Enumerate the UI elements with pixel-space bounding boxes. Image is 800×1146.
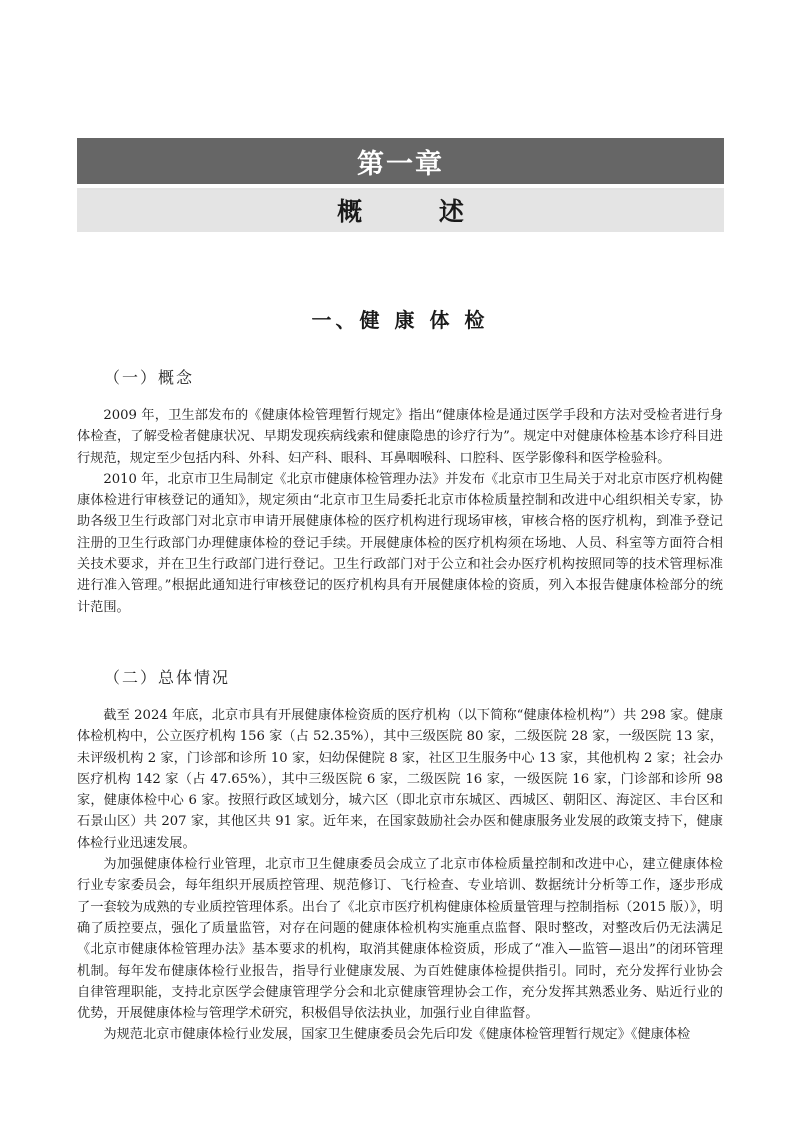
subsection-heading-overview: （二）总体情况 — [104, 668, 231, 687]
subsection-body-overview — [77, 705, 723, 1046]
chapter-title-banner — [77, 138, 724, 184]
subsection-body-concept — [77, 405, 723, 618]
paragraph: 2009 年，卫生部发布的《健康体检管理暂行规定》指出“健康体检是通过医学手段和方法对受检者进行身体检查，了解受检者健康状况、早期发现疾病线索和健康隐患的诊疗行为”。规定中对健康体检基本诊疗科目进行规范，规定至少包括内科、外科、妇产科、眼科、耳鼻咽喉科、口腔科、医学影像科和医学检验科。 — [77, 408, 723, 466]
paragraph: 为加强健康体检行业管理，北京市卫生健康委员会成立了北京市体检质量控制和改进中心，建立健康体检行业专家委员会，每年组织开展质控管理、规范修订、飞行检查、专业培训、数据统计分析等工作，逐步形成了一套较为成熟的专业质控管理体系。出台了《北京市医疗机构健康体检质量管理与控制指标（2015 版）》，明确了质控要点，强化了质量监管，对存在问题的健康体检机构实施重点监督、限时整改，对整改后仍无法满足《北京市健康体检管理办法》基本要求的机构，取消其健康体检资质，形成了“准入—监管—退出”的闭环管理机制。每年发布健康体检行业报告，指导行业健康发展、为百姓健康体检提供指引。同时，充分发挥行业协会自律管理职能，支持北京医学会健康管理学分会和北京健康管理协会工作，充分发挥其熟悉业务、贴近行业的优势，开展健康体检与管理学术研究，积极倡导依法执业，加强行业自律监督。 — [77, 857, 723, 1022]
paragraph: 2010 年，北京市卫生局制定《北京市健康体检管理办法》并发布《北京市卫生局关于对北京市医疗机构健康体检进行审核登记的通知》，规定须由“北京市卫生局委托北京市体检质量控制和改进中心组织相关专家，协助各级卫生行政部门对北京市申请开展健康体检的医疗机构进行现场审核，审核合格的医疗机构，到准予登记注册的卫生行政部门办理健康体检的登记手续。开展健康体检的医疗机构须在场地、人员、科室等方面符合相关技术要求，并在卫生行政部门进行登记。卫生行政部门对于公立和社会办医疗机构按照同等的技术管理标准进行准入管理。”根据此通知进行审核登记的医疗机构具有开展健康体检的资质，列入本报告健康体检部分的统计范围。 — [77, 471, 723, 615]
chapter-title: 第一章 — [357, 148, 444, 180]
paragraph: 为规范北京市健康体检行业发展，国家卫生健康委员会先后印发《健康体检管理暂行规定》《健康体检 — [103, 1027, 691, 1043]
paragraph: 截至 2024 年底，北京市具有开展健康体检资质的医疗机构（以下简称“健康体检机构”）共 298 家。健康体检机构中，公立医疗机构 156 家（占 52.35%），其中三级医院 80 家，二级医院 28 家，一级医院 13 家，未评级机构 2 家，门诊部和诊所 10 家，妇幼保健院 8 家，社区卫生服务中心 13 家，其他机构 2 家；社会办医疗机构 142 家（占 47.65%），其中三级医院 6 家，二级医院 16 家，一级医院 16 家，门诊部和诊所 98 家，健康体检中心 6 家。按照行政区域划分，城六区（即北京市东城区、西城区、朝阳区、海淀区、丰台区和石景山区）共 207 家，其他区共 91 家。近年来，在国家鼓励社会办医和健康服务业发展的政策支持下，健康体检行业迅速发展。 — [77, 708, 723, 851]
section-title: 一、健 康 体 检 — [311, 308, 489, 332]
subsection-heading-concept: （一）概念 — [104, 368, 195, 387]
chapter-subtitle: 概 述 — [337, 197, 498, 226]
chapter-subtitle-banner — [77, 188, 724, 232]
